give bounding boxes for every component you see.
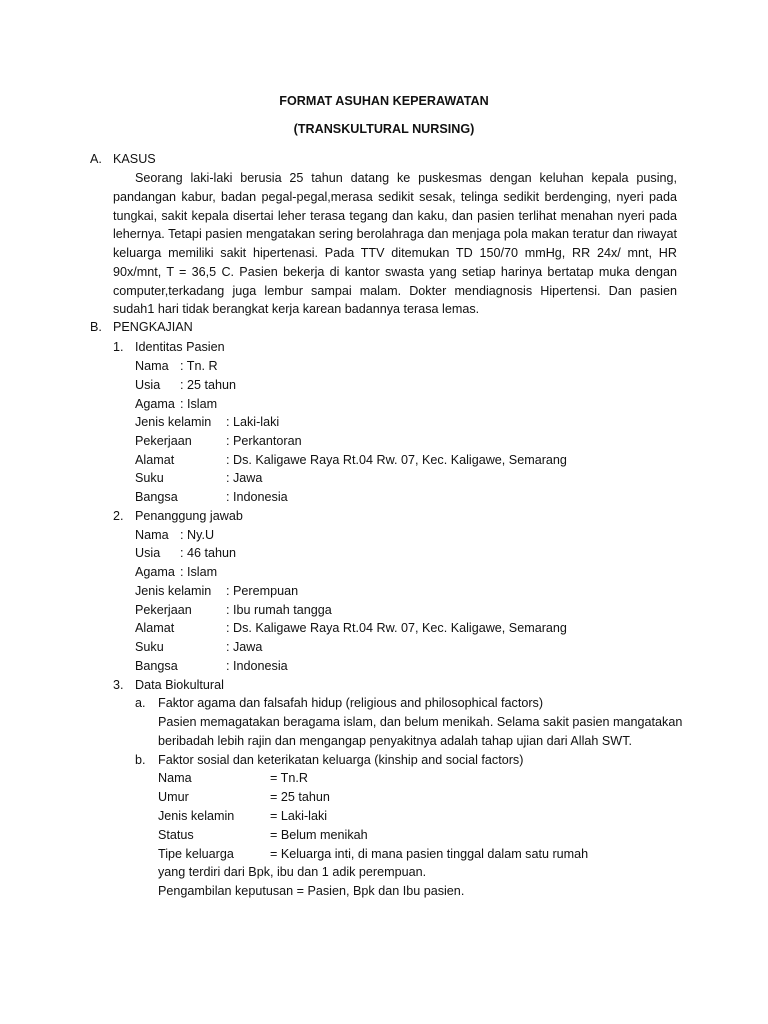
case-paragraph bbox=[113, 169, 677, 319]
kin-name-value: = Tn.R bbox=[270, 771, 308, 785]
section-a-marker: A. bbox=[90, 152, 102, 166]
guardian-address-value: : Ds. Kaligawe Raya Rt.04 Rw. 07, Kec. Kaligawe, Semarang bbox=[226, 621, 567, 635]
guardian-nation-label: Bangsa bbox=[135, 659, 178, 673]
case-paragraph-text: Seorang laki-laki berusia 25 tahun datang ke puskesmas dengan keluhan kepala pusing, pandangan kabur, badan pegal-pegal,merasa sedikit sesak, telinga sedikit berdenging, nyeri pada tungkai, sakit kepala disertai leher terasa tegang dan kaku, dan pasien terlihat menahan nyeri pada lehernya. Tetapi pasien mengatakan sering berolahraga dan menjaga pola makan teratur dan riwayat keluarga memiliki sakit hipertenasi. Pada TTV ditemukan TD 150/70 mmHg, RR 24x/ mnt, HR 90x/mnt, T = 36,5 C. Pasien bekerja di kantor swasta yang setiap harinya bertatap muka dengan computer,terkadang juga lembur sampai malam. Dokter mendiagnosis Hipertensi. Dan pasien sudah1 hari tidak berangkat kerja karean badannya terasa lemas. bbox=[113, 171, 677, 317]
item-1-marker: 1. bbox=[113, 340, 124, 354]
guardian-name-value: : Ny.U bbox=[180, 528, 215, 542]
item-2-heading: Penanggung jawab bbox=[135, 509, 243, 523]
guardian-age-value: : 46 tahun bbox=[180, 546, 237, 560]
guardian-tribe-label: Suku bbox=[135, 640, 164, 654]
guardian-age-label: Usia bbox=[135, 546, 161, 560]
kin-age-label: Umur bbox=[158, 790, 189, 804]
subitem-b-marker: b. bbox=[135, 753, 146, 767]
patient-gender-value: : Laki-laki bbox=[226, 415, 280, 429]
guardian-gender-label: Jenis kelamin bbox=[135, 584, 212, 598]
section-b-marker: B. bbox=[90, 320, 102, 334]
kin-family-type-label: Tipe keluarga bbox=[158, 847, 234, 861]
kin-family-type-continued: yang terdiri dari Bpk, ibu dan 1 adik perempuan. bbox=[158, 865, 427, 879]
item-1-heading: Identitas Pasien bbox=[135, 340, 225, 354]
patient-age-value: : 25 tahun bbox=[180, 378, 237, 392]
guardian-name-label: Nama bbox=[135, 528, 169, 542]
kin-status-value: = Belum menikah bbox=[270, 828, 368, 842]
item-3-heading: Data Biokultural bbox=[135, 678, 224, 692]
religion-text-line-1: Pasien memagatakan beragama islam, dan belum menikah. Selama sakit pasien mangatakan bbox=[158, 715, 683, 729]
patient-age-label: Usia bbox=[135, 378, 161, 392]
guardian-religion-label: Agama bbox=[135, 565, 175, 579]
kin-status-label: Status bbox=[158, 828, 194, 842]
kin-family-type-value: = Keluarga inti, di mana pasien tinggal dalam satu rumah bbox=[270, 847, 589, 861]
kin-age-value: = 25 tahun bbox=[270, 790, 330, 804]
religion-text-line-2: beribadah lebih rajin dan mengangap penyakitnya adalah tahap ujian dari Allah SWT. bbox=[158, 734, 632, 748]
document-title: FORMAT ASUHAN KEPERAWATAN bbox=[279, 94, 489, 108]
section-a-heading: KASUS bbox=[113, 152, 156, 166]
item-2-marker: 2. bbox=[113, 509, 124, 523]
decision-maker-line: Pengambilan keputusan = Pasien, Bpk dan Ibu pasien. bbox=[158, 884, 465, 898]
item-3-marker: 3. bbox=[113, 678, 124, 692]
guardian-gender-value: : Perempuan bbox=[226, 584, 299, 598]
subitem-a-marker: a. bbox=[135, 696, 146, 710]
kin-name-label-visible: Nama bbox=[158, 771, 192, 785]
patient-job-value: : Perkantoran bbox=[226, 434, 302, 448]
guardian-nation-value: : Indonesia bbox=[226, 659, 288, 673]
subitem-b-heading: Faktor sosial dan keterikatan keluarga (kinship and social factors) bbox=[158, 753, 524, 767]
subitem-a-heading: Faktor agama dan falsafah hidup (religious and philosophical factors) bbox=[158, 696, 544, 710]
guardian-job-label: Pekerjaan bbox=[135, 603, 192, 617]
patient-address-label: Alamat bbox=[135, 453, 175, 467]
patient-nation-label: Bangsa bbox=[135, 490, 178, 504]
guardian-religion-value: : Islam bbox=[180, 565, 218, 579]
document-subtitle: (TRANSKULTURAL NURSING) bbox=[293, 122, 475, 136]
section-b-heading: PENGKAJIAN bbox=[113, 320, 193, 334]
patient-job-label: Pekerjaan bbox=[135, 434, 192, 448]
patient-religion-value: : Islam bbox=[180, 397, 218, 411]
kin-gender-value: = Laki-laki bbox=[270, 809, 328, 823]
patient-tribe-value: : Jawa bbox=[226, 471, 263, 485]
patient-gender-label: Jenis kelamin bbox=[135, 415, 212, 429]
patient-religion-label: Agama bbox=[135, 397, 175, 411]
patient-name-value: : Tn. R bbox=[180, 359, 218, 373]
patient-nation-value: : Indonesia bbox=[226, 490, 288, 504]
guardian-job-value: : Ibu rumah tangga bbox=[226, 603, 332, 617]
kin-gender-label: Jenis kelamin bbox=[158, 809, 235, 823]
guardian-address-label: Alamat bbox=[135, 621, 175, 635]
patient-address-value: : Ds. Kaligawe Raya Rt.04 Rw. 07, Kec. Kaligawe, Semarang bbox=[226, 453, 567, 467]
patient-name-label: Nama bbox=[135, 359, 169, 373]
guardian-tribe-value: : Jawa bbox=[226, 640, 263, 654]
patient-tribe-label: Suku bbox=[135, 471, 164, 485]
